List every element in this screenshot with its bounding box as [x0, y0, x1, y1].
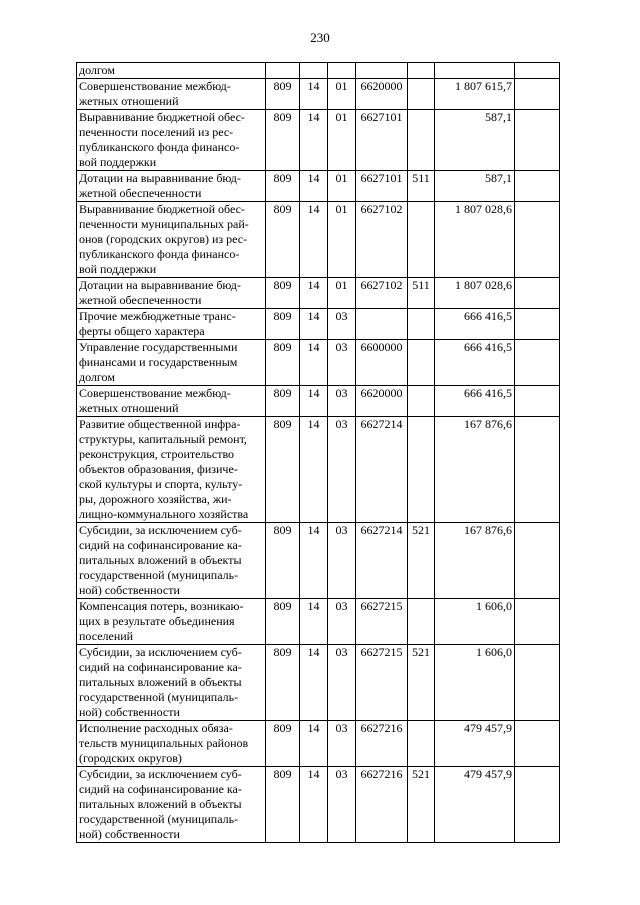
item-name-cell [77, 171, 266, 202]
table-row [77, 721, 560, 767]
ministry-code-cell: 809 [266, 767, 300, 843]
table-row [77, 79, 560, 110]
target-article-cell: 6620000 [356, 79, 408, 110]
table-row [77, 171, 560, 202]
table-row [77, 63, 560, 79]
target-article-cell: 6627101 [356, 110, 408, 171]
amount-cell: 167 876,6 [435, 523, 515, 599]
expense-type-cell [408, 309, 435, 340]
table-row [77, 767, 560, 843]
item-name-line: Компенсация потерь, возникаю- [79, 599, 244, 613]
item-name-line: щих в результате объединения [79, 614, 235, 628]
section-code-cell: 14 [300, 523, 328, 599]
table-row [77, 110, 560, 171]
ministry-code-cell: 809 [266, 202, 300, 278]
table-row [77, 340, 560, 386]
empty-cell [515, 202, 560, 278]
subsection-code-cell: 01 [328, 202, 356, 278]
ministry-code-cell [266, 63, 300, 79]
item-name-line: сидий на софинансирование ка- [79, 782, 242, 796]
item-name-line: сидий на софинансирование ка- [79, 538, 242, 552]
ministry-code-cell: 809 [266, 523, 300, 599]
item-name-line: публиканского фонда финансо- [79, 247, 240, 261]
empty-cell [515, 523, 560, 599]
ministry-code-cell: 809 [266, 340, 300, 386]
expense-type-cell: 511 [408, 171, 435, 202]
table-row [77, 309, 560, 340]
expense-type-cell: 521 [408, 767, 435, 843]
item-name-line: ской культуры и спорта, культу- [79, 477, 243, 491]
item-name-cell [77, 278, 266, 309]
subsection-code-cell: 03 [328, 386, 356, 417]
expense-type-cell [408, 721, 435, 767]
item-name-line: печенности поселений из рес- [79, 125, 234, 139]
subsection-code-cell: 03 [328, 767, 356, 843]
table-row [77, 417, 560, 523]
section-code-cell: 14 [300, 309, 328, 340]
section-code-cell: 14 [300, 340, 328, 386]
target-article-cell [356, 309, 408, 340]
item-name-line: ферты общего характера [79, 324, 205, 338]
empty-cell [515, 63, 560, 79]
item-name-line: жетных отношений [79, 94, 179, 108]
item-name-line: жетной обеспеченности [79, 186, 202, 200]
empty-cell [515, 79, 560, 110]
section-code-cell: 14 [300, 386, 328, 417]
empty-cell [515, 340, 560, 386]
amount-cell: 1 606,0 [435, 599, 515, 645]
empty-cell [515, 171, 560, 202]
item-name-cell [77, 523, 266, 599]
target-article-cell: 6627214 [356, 523, 408, 599]
target-article-cell: 6600000 [356, 340, 408, 386]
expense-type-cell [408, 63, 435, 79]
subsection-code-cell: 01 [328, 278, 356, 309]
table-row [77, 278, 560, 309]
amount-cell: 666 416,5 [435, 309, 515, 340]
section-code-cell: 14 [300, 417, 328, 523]
item-name-line: Дотации на выравнивание бюд- [79, 171, 241, 185]
section-code-cell: 14 [300, 171, 328, 202]
expense-type-cell [408, 417, 435, 523]
item-name-line: долгом [79, 63, 115, 77]
item-name-line: лищно-коммунального хозяйства [79, 507, 249, 521]
amount-cell: 587,1 [435, 171, 515, 202]
item-name-line: Развитие общественной инфра- [79, 417, 241, 431]
target-article-cell: 6627215 [356, 645, 408, 721]
item-name-line: поселений [79, 629, 134, 643]
item-name-cell [77, 417, 266, 523]
item-name-cell [77, 599, 266, 645]
item-name-line: вой поддержки [79, 262, 157, 276]
amount-cell: 479 457,9 [435, 767, 515, 843]
table-row [77, 386, 560, 417]
item-name-line: публиканского фонда финансо- [79, 140, 240, 154]
empty-cell [515, 645, 560, 721]
target-article-cell [356, 63, 408, 79]
item-name-cell [77, 645, 266, 721]
item-name-line: Выравнивание бюджетной обес- [79, 202, 245, 216]
table-row [77, 599, 560, 645]
subsection-code-cell: 03 [328, 309, 356, 340]
target-article-cell: 6627101 [356, 171, 408, 202]
empty-cell [515, 721, 560, 767]
expense-type-cell [408, 599, 435, 645]
amount-cell: 167 876,6 [435, 417, 515, 523]
item-name-line: питальных вложений в объекты [79, 553, 242, 567]
item-name-line: жетной обеспеченности [79, 293, 202, 307]
table-row [77, 523, 560, 599]
subsection-code-cell: 01 [328, 171, 356, 202]
item-name-line: Дотации на выравнивание бюд- [79, 278, 241, 292]
ministry-code-cell: 809 [266, 278, 300, 309]
section-code-cell: 14 [300, 721, 328, 767]
budget-table [76, 62, 560, 843]
item-name-line: Субсидии, за исключением суб- [79, 767, 242, 781]
amount-cell [435, 63, 515, 79]
table-row [77, 645, 560, 721]
item-name-line: Исполнение расходных обяза- [79, 721, 233, 735]
subsection-code-cell: 01 [328, 79, 356, 110]
item-name-cell [77, 63, 266, 79]
item-name-line: вой поддержки [79, 155, 157, 169]
target-article-cell: 6627215 [356, 599, 408, 645]
item-name-cell [77, 340, 266, 386]
target-article-cell: 6620000 [356, 386, 408, 417]
ministry-code-cell: 809 [266, 309, 300, 340]
item-name-line: Совершенствование межбюд- [79, 386, 231, 400]
amount-cell: 479 457,9 [435, 721, 515, 767]
item-name-line: Субсидии, за исключением суб- [79, 645, 242, 659]
amount-cell: 666 416,5 [435, 340, 515, 386]
empty-cell [515, 278, 560, 309]
section-code-cell: 14 [300, 599, 328, 645]
empty-cell [515, 767, 560, 843]
expense-type-cell [408, 340, 435, 386]
empty-cell [515, 309, 560, 340]
section-code-cell: 14 [300, 79, 328, 110]
item-name-line: ной) собственности [79, 705, 180, 719]
section-code-cell: 14 [300, 645, 328, 721]
item-name-line: финансами и государственным [79, 355, 238, 369]
empty-cell [515, 110, 560, 171]
expense-type-cell [408, 110, 435, 171]
budget-table-body [77, 63, 560, 843]
ministry-code-cell: 809 [266, 417, 300, 523]
page-number: 230 [310, 30, 330, 45]
item-name-line: питальных вложений в объекты [79, 675, 242, 689]
item-name-line: ры, дорожного хозяйства, жи- [79, 492, 232, 506]
item-name-line: жетных отношений [79, 401, 179, 415]
item-name-line: государственной (муниципаль- [79, 812, 239, 826]
empty-cell [515, 386, 560, 417]
item-name-cell [77, 309, 266, 340]
item-name-line: Прочие межбюджетные транс- [79, 309, 236, 323]
section-code-cell [300, 63, 328, 79]
item-name-line: тельств муниципальных районов [79, 736, 249, 750]
item-name-line: Совершенствование межбюд- [79, 79, 231, 93]
ministry-code-cell: 809 [266, 171, 300, 202]
section-code-cell: 14 [300, 110, 328, 171]
subsection-code-cell: 01 [328, 110, 356, 171]
ministry-code-cell: 809 [266, 645, 300, 721]
target-article-cell: 6627214 [356, 417, 408, 523]
amount-cell: 1 807 028,6 [435, 202, 515, 278]
item-name-line: ной) собственности [79, 583, 180, 597]
item-name-cell [77, 767, 266, 843]
subsection-code-cell: 03 [328, 599, 356, 645]
item-name-line: долгом [79, 370, 115, 384]
item-name-line: Субсидии, за исключением суб- [79, 523, 242, 537]
item-name-line: печенности муниципальных рай- [79, 217, 249, 231]
item-name-line: государственной (муниципаль- [79, 568, 239, 582]
item-name-line: объектов образования, физиче- [79, 462, 238, 476]
item-name-line: Управление государственными [79, 340, 238, 354]
item-name-line: государственной (муниципаль- [79, 690, 239, 704]
subsection-code-cell [328, 63, 356, 79]
amount-cell: 666 416,5 [435, 386, 515, 417]
item-name-line: (городских округов) [79, 751, 182, 765]
subsection-code-cell: 03 [328, 645, 356, 721]
expense-type-cell [408, 386, 435, 417]
section-code-cell: 14 [300, 767, 328, 843]
expense-type-cell: 511 [408, 278, 435, 309]
target-article-cell: 6627102 [356, 278, 408, 309]
expense-type-cell [408, 79, 435, 110]
target-article-cell: 6627216 [356, 767, 408, 843]
expense-type-cell: 521 [408, 645, 435, 721]
ministry-code-cell: 809 [266, 721, 300, 767]
ministry-code-cell: 809 [266, 79, 300, 110]
amount-cell: 1 807 615,7 [435, 79, 515, 110]
item-name-line: сидий на софинансирование ка- [79, 660, 242, 674]
subsection-code-cell: 03 [328, 340, 356, 386]
item-name-line: структуры, капитальный ремонт, [79, 432, 247, 446]
subsection-code-cell: 03 [328, 523, 356, 599]
item-name-cell [77, 79, 266, 110]
empty-cell [515, 417, 560, 523]
item-name-cell [77, 202, 266, 278]
amount-cell: 1 606,0 [435, 645, 515, 721]
item-name-line: ной) собственности [79, 827, 180, 841]
table-row [77, 202, 560, 278]
target-article-cell: 6627216 [356, 721, 408, 767]
ministry-code-cell: 809 [266, 386, 300, 417]
item-name-cell [77, 386, 266, 417]
target-article-cell: 6627102 [356, 202, 408, 278]
ministry-code-cell: 809 [266, 599, 300, 645]
item-name-cell [77, 721, 266, 767]
item-name-line: Выравнивание бюджетной обес- [79, 110, 245, 124]
ministry-code-cell: 809 [266, 110, 300, 171]
item-name-line: онов (городских округов) из рес- [79, 232, 248, 246]
expense-type-cell [408, 202, 435, 278]
subsection-code-cell: 03 [328, 417, 356, 523]
subsection-code-cell: 03 [328, 721, 356, 767]
item-name-cell [77, 110, 266, 171]
empty-cell [515, 599, 560, 645]
expense-type-cell: 521 [408, 523, 435, 599]
section-code-cell: 14 [300, 202, 328, 278]
amount-cell: 587,1 [435, 110, 515, 171]
item-name-line: питальных вложений в объекты [79, 797, 242, 811]
amount-cell: 1 807 028,6 [435, 278, 515, 309]
section-code-cell: 14 [300, 278, 328, 309]
item-name-line: реконструкция, строительство [79, 447, 235, 461]
